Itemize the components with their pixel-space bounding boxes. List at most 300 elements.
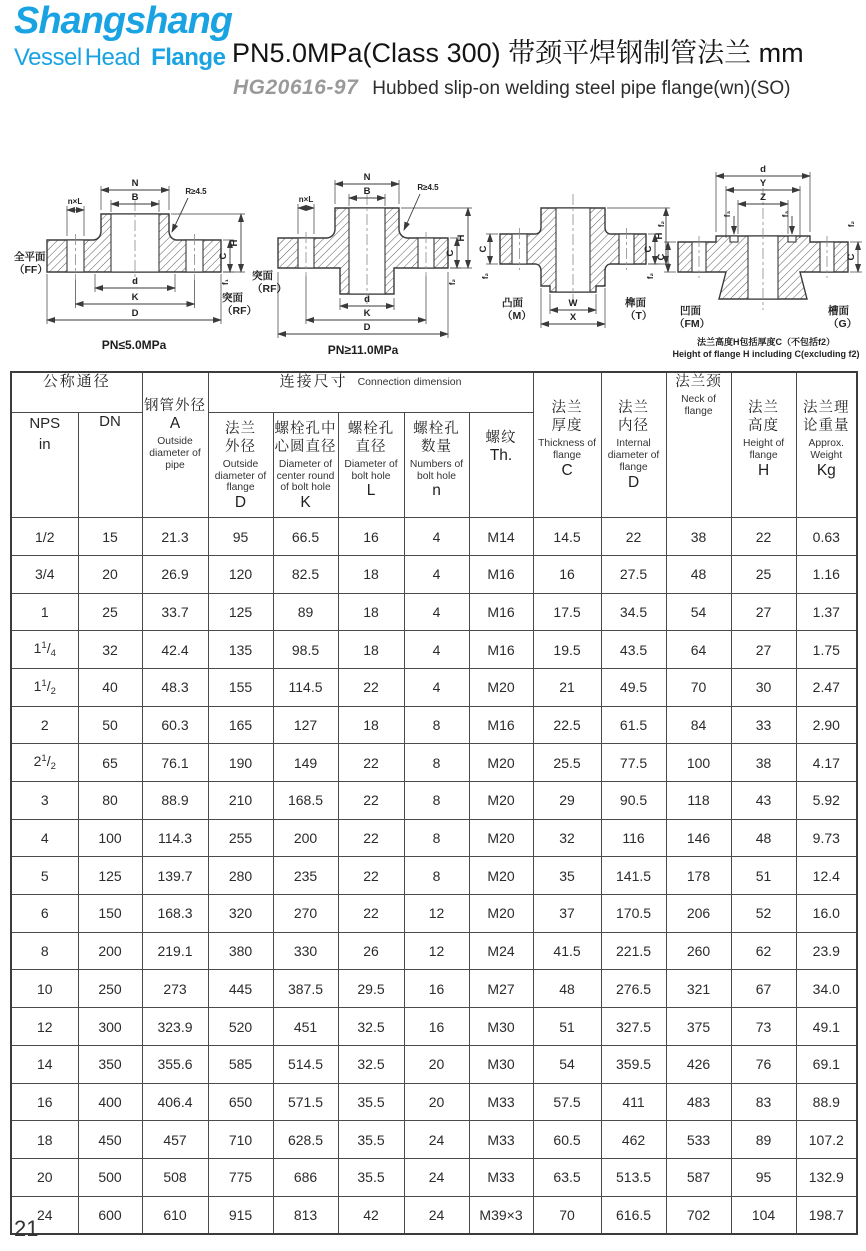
table-cell: 32 bbox=[78, 631, 142, 669]
table-cell: 18 bbox=[338, 555, 404, 593]
table-cell: 24 bbox=[404, 1121, 469, 1159]
table-cell: M14 bbox=[469, 518, 533, 556]
table-cell: 270 bbox=[273, 895, 338, 933]
table-cell: 4 bbox=[404, 518, 469, 556]
table-cell: 90.5 bbox=[601, 782, 666, 820]
table-cell: 533 bbox=[666, 1121, 731, 1159]
face-label-g-cn: 槽面 bbox=[828, 305, 849, 317]
table-cell: 70 bbox=[666, 668, 731, 706]
table-cell: 32.5 bbox=[338, 1045, 404, 1083]
table-cell: 23.9 bbox=[796, 932, 857, 970]
table-cell: 70 bbox=[533, 1196, 601, 1234]
col-nps bbox=[11, 412, 78, 518]
thickness-en: Thickness of flange bbox=[538, 438, 596, 462]
col-bolt-circle bbox=[273, 412, 338, 518]
table-cell: 323.9 bbox=[142, 1008, 208, 1046]
face-label-m-cn: 凸面 bbox=[502, 297, 523, 309]
table-cell: 813 bbox=[273, 1196, 338, 1234]
table-cell: 8 bbox=[404, 782, 469, 820]
table-cell: 3 bbox=[11, 782, 78, 820]
table-row bbox=[11, 782, 857, 820]
pipe-od-cn: 钢管外径 bbox=[144, 398, 207, 414]
thread-letter: Th. bbox=[489, 446, 513, 464]
table-cell: 508 bbox=[142, 1158, 208, 1196]
table-cell: 30 bbox=[731, 668, 796, 706]
dim-label-d: d bbox=[364, 294, 370, 305]
table-cell: 49.1 bbox=[796, 1008, 857, 1046]
dim-label-k: K bbox=[363, 308, 371, 319]
logo-tagline-vessel: Vessel bbox=[14, 44, 82, 71]
table-cell: 206 bbox=[666, 895, 731, 933]
table-cell: 12.4 bbox=[796, 857, 857, 895]
table-cell: 520 bbox=[208, 1008, 273, 1046]
logo-tagline bbox=[14, 46, 232, 70]
table-cell: 355.6 bbox=[142, 1045, 208, 1083]
table-row bbox=[11, 593, 857, 631]
flange-spec-table bbox=[10, 371, 858, 1235]
col-thread bbox=[469, 412, 533, 518]
dim-label-h: H bbox=[654, 232, 665, 240]
bolt-dia-en: Diameter of bolt hole bbox=[344, 458, 398, 482]
table-cell: 100 bbox=[666, 744, 731, 782]
dim-label-f1: f₁ bbox=[221, 279, 230, 285]
table-cell: 20 bbox=[404, 1045, 469, 1083]
table-cell: 255 bbox=[208, 819, 273, 857]
table-cell: 330 bbox=[273, 932, 338, 970]
dim-label-c: C bbox=[445, 249, 456, 257]
col-group-connection bbox=[208, 372, 533, 412]
dim-label-d: d bbox=[132, 276, 138, 287]
table-cell: 69.1 bbox=[796, 1045, 857, 1083]
table-cell: 426 bbox=[666, 1045, 731, 1083]
table-cell: 120 bbox=[208, 555, 273, 593]
table-cell: 320 bbox=[208, 895, 273, 933]
table-cell: 104 bbox=[731, 1196, 796, 1234]
table-cell: 25 bbox=[78, 593, 142, 631]
page-subtitle bbox=[233, 76, 790, 100]
dim-label-dd: D bbox=[131, 308, 139, 319]
table-row bbox=[11, 1083, 857, 1121]
table-cell: 98.5 bbox=[273, 631, 338, 669]
face-label-rf-en: （RF） bbox=[222, 305, 257, 317]
table-cell: 19.5 bbox=[533, 631, 601, 669]
table-cell: 600 bbox=[78, 1196, 142, 1234]
table-cell: 16.0 bbox=[796, 895, 857, 933]
table-cell: 42 bbox=[338, 1196, 404, 1234]
dim-label-r: R≥4.5 bbox=[417, 183, 439, 192]
table-cell: 76.1 bbox=[142, 744, 208, 782]
table-cell: 16 bbox=[11, 1083, 78, 1121]
table-cell: M39×3 bbox=[469, 1196, 533, 1234]
dim-label-c-right: C bbox=[643, 245, 654, 253]
col-dn bbox=[78, 412, 142, 518]
table-cell: 650 bbox=[208, 1083, 273, 1121]
table-cell: 118 bbox=[666, 782, 731, 820]
table-row bbox=[11, 895, 857, 933]
table-cell: 300 bbox=[78, 1008, 142, 1046]
dim-label-d: d bbox=[760, 164, 766, 175]
table-cell: 445 bbox=[208, 970, 273, 1008]
inner-dia-letter: D bbox=[627, 473, 640, 491]
table-cell: 89 bbox=[731, 1121, 796, 1159]
thickness-cn: 法兰 厚度 bbox=[551, 400, 583, 435]
neck-en: Neck of flange bbox=[681, 394, 716, 417]
table-cell: M33 bbox=[469, 1083, 533, 1121]
table-cell: M27 bbox=[469, 970, 533, 1008]
table-row bbox=[11, 1158, 857, 1196]
table-cell: 32.5 bbox=[338, 1008, 404, 1046]
table-cell: 33 bbox=[731, 706, 796, 744]
table-cell: 22 bbox=[338, 819, 404, 857]
table-cell: 50 bbox=[78, 706, 142, 744]
dim-label-dd: D bbox=[363, 322, 371, 333]
table-cell: 49.5 bbox=[601, 668, 666, 706]
table-cell: 462 bbox=[601, 1121, 666, 1159]
dim-label-f2-left: f₂ bbox=[657, 220, 666, 228]
flange-od-cn: 法兰 外径 bbox=[225, 420, 257, 455]
table-cell: 22 bbox=[338, 744, 404, 782]
dim-label-r: R≥4.5 bbox=[185, 187, 207, 196]
table-cell: 35.5 bbox=[338, 1083, 404, 1121]
table-row bbox=[11, 819, 857, 857]
table-cell: 0.63 bbox=[796, 518, 857, 556]
face-label-m-en: （M） bbox=[502, 310, 532, 322]
dim-label-f2-left: f₂ bbox=[481, 272, 490, 280]
table-cell: 387.5 bbox=[273, 970, 338, 1008]
table-cell: 514.5 bbox=[273, 1045, 338, 1083]
face-label-ff-en: （FF） bbox=[14, 264, 48, 276]
table-row bbox=[11, 631, 857, 669]
table-cell: M20 bbox=[469, 744, 533, 782]
table-cell: 585 bbox=[208, 1045, 273, 1083]
table-cell: 327.5 bbox=[601, 1008, 666, 1046]
table-cell: 411 bbox=[601, 1083, 666, 1121]
dim-label-c: C bbox=[218, 252, 229, 260]
bolt-num-cn: 螺栓孔 数量 bbox=[413, 420, 460, 455]
table-cell: 88.9 bbox=[796, 1083, 857, 1121]
table-cell: 24 bbox=[404, 1158, 469, 1196]
weight-en: Approx. Weight bbox=[808, 438, 845, 462]
table-cell: M20 bbox=[469, 668, 533, 706]
table-cell: 54 bbox=[666, 593, 731, 631]
table-cell: M20 bbox=[469, 819, 533, 857]
bolt-dia-letter: L bbox=[366, 482, 376, 500]
table-cell: 48 bbox=[731, 819, 796, 857]
inner-dia-cn: 法兰 内径 bbox=[618, 400, 650, 435]
table-cell: 915 bbox=[208, 1196, 273, 1234]
table-cell: 8 bbox=[404, 744, 469, 782]
table-cell: 54 bbox=[533, 1045, 601, 1083]
table-cell: 2.90 bbox=[796, 706, 857, 744]
bolt-circle-en: Diameter of center round of bolt hole bbox=[276, 458, 335, 494]
nominal-label: 公称通径 bbox=[42, 373, 111, 390]
bolt-circle-cn: 螺栓孔中 心圆直径 bbox=[274, 420, 337, 455]
table-cell: 48.3 bbox=[142, 668, 208, 706]
table-cell: 21.3 bbox=[142, 518, 208, 556]
face-label-rf-en: （RF） bbox=[252, 283, 287, 295]
table-cell: 321 bbox=[666, 970, 731, 1008]
table-cell: M16 bbox=[469, 706, 533, 744]
table-cell: 51 bbox=[731, 857, 796, 895]
table-cell: M24 bbox=[469, 932, 533, 970]
table-cell: M16 bbox=[469, 593, 533, 631]
table-cell: M33 bbox=[469, 1121, 533, 1159]
table-cell: 16 bbox=[404, 1008, 469, 1046]
table-cell: 132.9 bbox=[796, 1158, 857, 1196]
flange-height-note-en: Height of flange H including C(excluding f2) bbox=[672, 349, 860, 359]
table-cell: 210 bbox=[208, 782, 273, 820]
table-cell: $2^1/_2$ bbox=[11, 744, 78, 782]
table-cell: M20 bbox=[469, 857, 533, 895]
table-cell: 62 bbox=[731, 932, 796, 970]
table-cell: 18 bbox=[11, 1121, 78, 1159]
table-cell: 400 bbox=[78, 1083, 142, 1121]
table-cell: 616.5 bbox=[601, 1196, 666, 1234]
table-cell: 250 bbox=[78, 970, 142, 1008]
table-cell: 67 bbox=[731, 970, 796, 1008]
table-cell: 27 bbox=[731, 631, 796, 669]
logo-name: Shangshang bbox=[14, 0, 233, 42]
table-cell: 22.5 bbox=[533, 706, 601, 744]
table-cell: 27 bbox=[731, 593, 796, 631]
height-en: Height of flange bbox=[742, 438, 785, 462]
dim-label-f2-right: f₂ bbox=[847, 220, 856, 228]
dim-label-b: B bbox=[363, 186, 371, 197]
table-cell: 35.5 bbox=[338, 1121, 404, 1159]
table-cell: 83 bbox=[731, 1083, 796, 1121]
table-cell: 61.5 bbox=[601, 706, 666, 744]
table-cell: 64 bbox=[666, 631, 731, 669]
table-cell: 66.5 bbox=[273, 518, 338, 556]
height-cn: 法兰 高度 bbox=[748, 400, 780, 435]
dim-label-c-left: C bbox=[478, 245, 489, 253]
table-cell: 18 bbox=[338, 631, 404, 669]
table-cell: 37 bbox=[533, 895, 601, 933]
table-cell: 33.7 bbox=[142, 593, 208, 631]
table-cell: M20 bbox=[469, 895, 533, 933]
dim-label-c-left: C bbox=[656, 253, 667, 261]
table-cell: 125 bbox=[78, 857, 142, 895]
dim-label-n: N bbox=[363, 172, 371, 183]
table-cell: 65 bbox=[78, 744, 142, 782]
table-cell: 500 bbox=[78, 1158, 142, 1196]
table-row bbox=[11, 1008, 857, 1046]
table-cell: 22 bbox=[731, 518, 796, 556]
table-cell: 84 bbox=[666, 706, 731, 744]
table-cell: 155 bbox=[208, 668, 273, 706]
table-cell: 76 bbox=[731, 1045, 796, 1083]
pipe-od-en: Outside diameter of pipe bbox=[149, 436, 201, 471]
table-cell: 60.5 bbox=[533, 1121, 601, 1159]
table-cell: 88.9 bbox=[142, 782, 208, 820]
weight-letter: Kg bbox=[816, 461, 836, 479]
table-cell: 8 bbox=[404, 706, 469, 744]
table-cell: 4 bbox=[404, 593, 469, 631]
table-cell: 200 bbox=[273, 819, 338, 857]
table-cell: 610 bbox=[142, 1196, 208, 1234]
table-cell: 483 bbox=[666, 1083, 731, 1121]
table-cell: 457 bbox=[142, 1121, 208, 1159]
table-cell: 26.9 bbox=[142, 555, 208, 593]
table-cell: 149 bbox=[273, 744, 338, 782]
table-row bbox=[11, 555, 857, 593]
table-cell: 48 bbox=[666, 555, 731, 593]
table-cell: 200 bbox=[78, 932, 142, 970]
table-cell: 73 bbox=[731, 1008, 796, 1046]
table-cell: 22 bbox=[338, 895, 404, 933]
table-cell: M33 bbox=[469, 1158, 533, 1196]
table-cell: 139.7 bbox=[142, 857, 208, 895]
dim-label-b: B bbox=[131, 192, 139, 203]
table-cell: 60.3 bbox=[142, 706, 208, 744]
table-cell: 150 bbox=[78, 895, 142, 933]
table-cell: 587 bbox=[666, 1158, 731, 1196]
table-cell: 52 bbox=[731, 895, 796, 933]
table-cell: 375 bbox=[666, 1008, 731, 1046]
table-cell: 63.5 bbox=[533, 1158, 601, 1196]
drawing-rf bbox=[252, 172, 472, 357]
table-cell: 170.5 bbox=[601, 895, 666, 933]
pipe-od-letter: A bbox=[169, 415, 181, 433]
face-label-rf-cn: 突面 bbox=[252, 270, 273, 282]
col-group-nominal bbox=[11, 372, 142, 412]
dim-label-f2: f₂ bbox=[448, 278, 457, 286]
table-cell: 178 bbox=[666, 857, 731, 895]
drawing-m-t bbox=[478, 194, 670, 328]
col-height bbox=[731, 372, 796, 518]
table-body bbox=[11, 518, 857, 1235]
table-cell: 29.5 bbox=[338, 970, 404, 1008]
drawing2-caption: PN≥11.0MPa bbox=[327, 343, 399, 357]
table-cell: 12 bbox=[11, 1008, 78, 1046]
table-cell: 406.4 bbox=[142, 1083, 208, 1121]
height-letter: H bbox=[757, 461, 770, 479]
dim-label-w: W bbox=[568, 298, 578, 309]
table-cell: 18 bbox=[338, 706, 404, 744]
table-cell: 4.17 bbox=[796, 744, 857, 782]
drawing-ff-rf bbox=[14, 178, 257, 352]
table-cell: $1^1/_4$ bbox=[11, 631, 78, 669]
table-cell: 20 bbox=[404, 1083, 469, 1121]
table-cell: 168.3 bbox=[142, 895, 208, 933]
bolt-dia-cn: 螺栓孔 直径 bbox=[347, 420, 395, 455]
table-cell: 219.1 bbox=[142, 932, 208, 970]
table-cell: 276.5 bbox=[601, 970, 666, 1008]
table-cell: 21 bbox=[533, 668, 601, 706]
dim-label-x: X bbox=[569, 312, 577, 323]
table-cell: 35.5 bbox=[338, 1158, 404, 1196]
table-cell: 1 bbox=[11, 593, 78, 631]
inner-dia-en: Internal diameter of flange bbox=[607, 438, 660, 473]
table-cell: 260 bbox=[666, 932, 731, 970]
table-cell: 135 bbox=[208, 631, 273, 669]
table-cell: 22 bbox=[338, 782, 404, 820]
col-bolt-num bbox=[404, 412, 469, 518]
table-cell: $1^1/_2$ bbox=[11, 668, 78, 706]
table-cell: 165 bbox=[208, 706, 273, 744]
dim-label-nxl: n×L bbox=[67, 197, 83, 206]
table-cell: 51 bbox=[533, 1008, 601, 1046]
page-number: 21 bbox=[14, 1216, 39, 1241]
table-cell: 27.5 bbox=[601, 555, 666, 593]
table-cell: 2.47 bbox=[796, 668, 857, 706]
table-cell: 235 bbox=[273, 857, 338, 895]
face-label-fm-en: （FM） bbox=[674, 318, 711, 330]
table-cell: 116 bbox=[601, 819, 666, 857]
table-cell: 12 bbox=[404, 895, 469, 933]
drawing-fm-g bbox=[656, 164, 862, 359]
table-cell: 42.4 bbox=[142, 631, 208, 669]
table-cell: 32 bbox=[533, 819, 601, 857]
table-cell: 22 bbox=[338, 668, 404, 706]
table-cell: 221.5 bbox=[601, 932, 666, 970]
table-cell: 280 bbox=[208, 857, 273, 895]
table-row bbox=[11, 706, 857, 744]
table-cell: 22 bbox=[338, 857, 404, 895]
table-cell: 3/4 bbox=[11, 555, 78, 593]
table-cell: 571.5 bbox=[273, 1083, 338, 1121]
table-cell: 146 bbox=[666, 819, 731, 857]
table-cell: 25.5 bbox=[533, 744, 601, 782]
table-row bbox=[11, 970, 857, 1008]
table-cell: 80 bbox=[78, 782, 142, 820]
table-row bbox=[11, 668, 857, 706]
table-cell: 6 bbox=[11, 895, 78, 933]
table-cell: 141.5 bbox=[601, 857, 666, 895]
table-cell: 82.5 bbox=[273, 555, 338, 593]
table-cell: 198.7 bbox=[796, 1196, 857, 1234]
table-cell: 20 bbox=[11, 1158, 78, 1196]
table-cell: 77.5 bbox=[601, 744, 666, 782]
table-cell: 34.0 bbox=[796, 970, 857, 1008]
table-cell: 8 bbox=[404, 857, 469, 895]
table-cell: 1.75 bbox=[796, 631, 857, 669]
table-cell: 22 bbox=[601, 518, 666, 556]
table-cell: 4 bbox=[404, 631, 469, 669]
company-logo bbox=[14, 2, 232, 70]
table-header-row-1 bbox=[11, 372, 857, 412]
table-cell: 95 bbox=[208, 518, 273, 556]
col-bolt-dia bbox=[338, 412, 404, 518]
table-cell: 38 bbox=[731, 744, 796, 782]
dim-label-f2-right: f₂ bbox=[646, 272, 655, 280]
logo-tagline-flange: Flange bbox=[151, 44, 226, 71]
table-cell: 4 bbox=[404, 668, 469, 706]
face-label-t-en: （T） bbox=[625, 310, 653, 322]
table-cell: 702 bbox=[666, 1196, 731, 1234]
drawing1-caption: PN≤5.0MPa bbox=[101, 338, 167, 352]
flange-height-note-cn: 法兰高度H包括厚度C（不包括f2） bbox=[696, 337, 836, 347]
table-row bbox=[11, 1121, 857, 1159]
subtitle-english: Hubbed slip-on welding steel pipe flange(wn)(SO) bbox=[372, 78, 791, 99]
table-cell: 513.5 bbox=[601, 1158, 666, 1196]
dim-label-f3-left: f₃ bbox=[723, 210, 732, 218]
table-cell: 16 bbox=[533, 555, 601, 593]
col-neck bbox=[666, 372, 731, 518]
face-label-fm-cn: 凹面 bbox=[680, 305, 701, 317]
table-cell: 89 bbox=[273, 593, 338, 631]
table-cell: 24 bbox=[404, 1196, 469, 1234]
table-cell: 12 bbox=[404, 932, 469, 970]
col-weight bbox=[796, 372, 857, 518]
table-cell: 18 bbox=[338, 593, 404, 631]
dim-label-k: K bbox=[131, 292, 139, 303]
bolt-circle-letter: K bbox=[300, 494, 311, 512]
table-cell: 168.5 bbox=[273, 782, 338, 820]
table-cell: 14.5 bbox=[533, 518, 601, 556]
table-cell: 100 bbox=[78, 819, 142, 857]
col-pipe-od bbox=[142, 372, 208, 518]
